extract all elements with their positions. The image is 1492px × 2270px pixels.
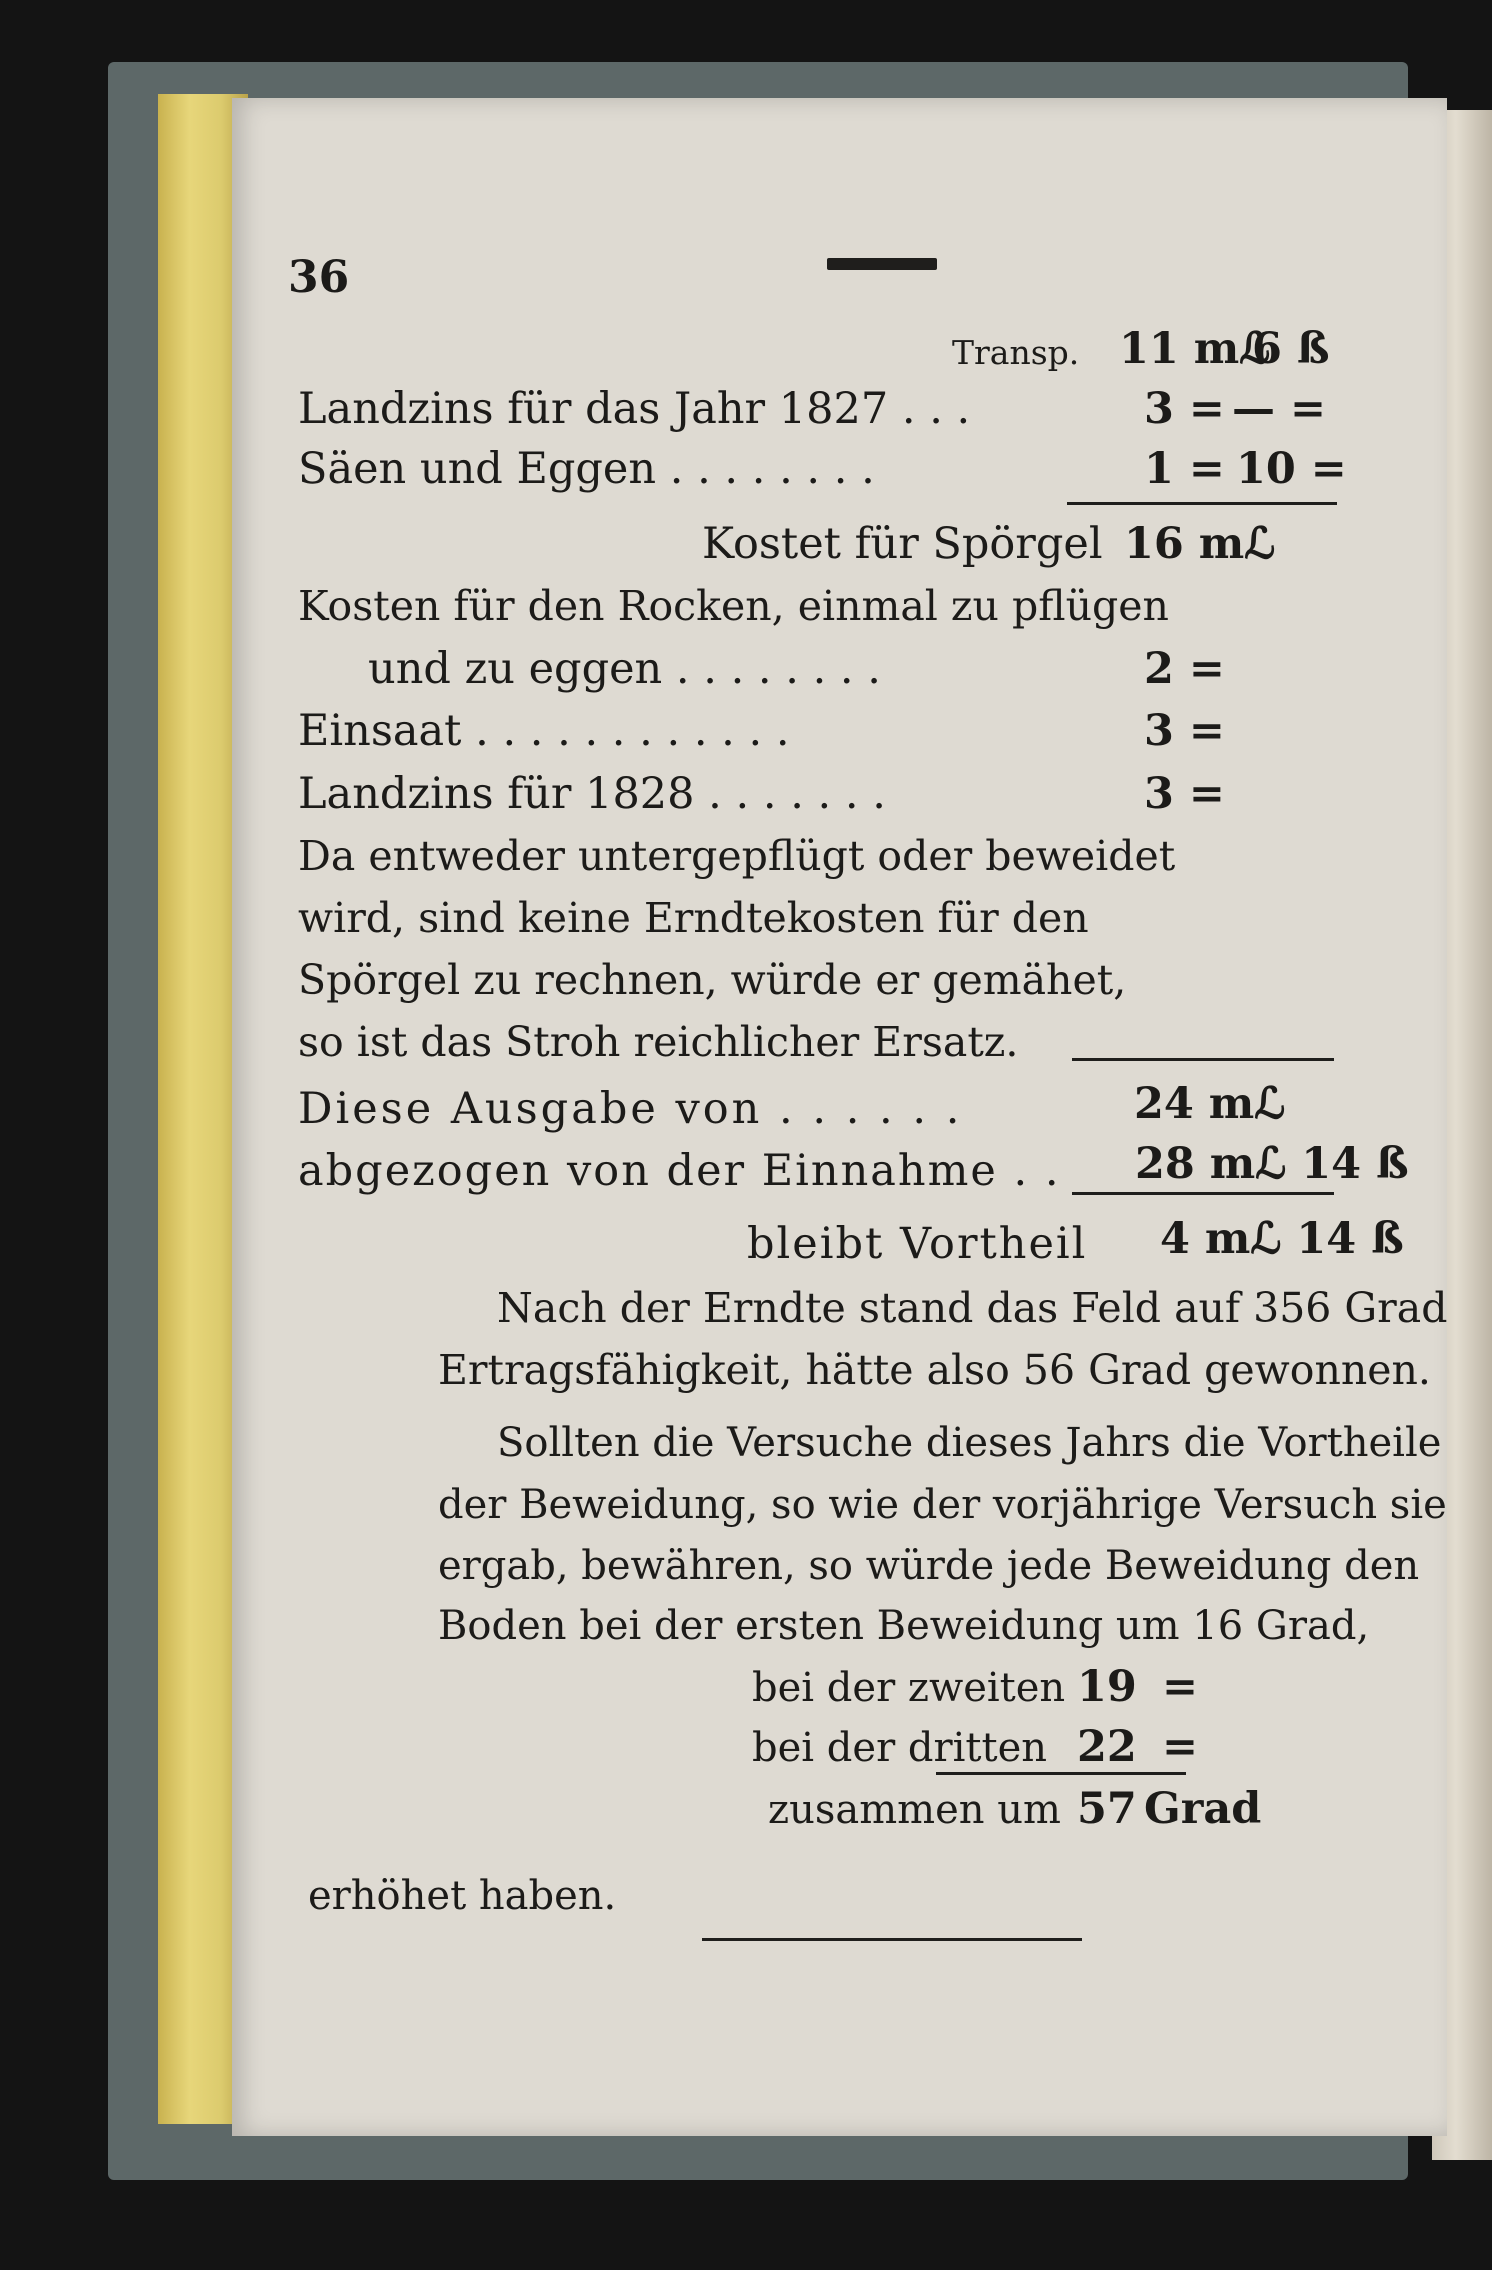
line-saeen-label: Säen und Eggen . . . . . . . .	[298, 444, 875, 494]
line-abgezogen-label: abgezogen von der Einnahme . .	[298, 1146, 1061, 1196]
grade-row-1-unit: =	[1162, 1662, 1199, 1712]
line-saeen-s: 10 =	[1236, 444, 1347, 494]
note-line-3: Spörgel zu rechnen, würde er gemähet,	[298, 956, 1127, 1004]
grade-row-2-value: 22	[1077, 1722, 1137, 1772]
line-rocken-1: Kosten für den Rocken, einmal zu pflügen	[298, 582, 1169, 630]
grade-row-3-label: zusammen um	[768, 1787, 1061, 1833]
line-vortheil-value: 4 mℒ 14 ß	[1160, 1214, 1404, 1264]
note-line-1: Da entweder untergepflügt oder beweidet	[298, 832, 1176, 880]
line-landzins-1827-s: — =	[1232, 384, 1326, 434]
grade-row-1-label: bei der zweiten	[752, 1665, 1066, 1711]
line-abgezogen-value: 28 mℒ 14 ß	[1135, 1139, 1409, 1189]
line-landzins-1827-mk: 3 =	[1144, 384, 1225, 434]
transport-s: 6 ß	[1252, 324, 1330, 374]
page-number: 36	[288, 252, 350, 303]
closing-text: erhöhet haben.	[308, 1873, 617, 1919]
grade-row-3-unit: Grad	[1144, 1784, 1262, 1834]
line-einsaat-mk: 3 =	[1144, 706, 1225, 756]
paragraph-2-line-2: der Beweidung, so wie der vorjährige Versuch sie	[438, 1482, 1447, 1528]
grade-row-2-unit: =	[1162, 1722, 1199, 1772]
line-ausgabe-value: 24 mℒ	[1134, 1079, 1286, 1129]
grade-sum-rule	[936, 1772, 1186, 1775]
paragraph-2-line-3: ergab, bewähren, so würde jede Beweidung den	[438, 1543, 1420, 1589]
line-landzins-1827-label: Landzins für das Jahr 1827 . . .	[298, 384, 971, 434]
paragraph-2-line-1: Sollten die Versuche dieses Jahrs die Vortheile	[497, 1420, 1442, 1466]
grade-row-2-label: bei der dritten	[752, 1725, 1047, 1771]
line-landzins-1828-mk: 3 =	[1144, 769, 1225, 819]
paragraph-1-line-2: Ertragsfähigkeit, hätte also 56 Grad gewonnen.	[438, 1346, 1431, 1394]
sum-rule-3	[1072, 1192, 1334, 1195]
paragraph-1-line-1: Nach der Erndte stand das Feld auf 356 Grad	[497, 1284, 1448, 1332]
line-rocken-2-label: und zu eggen . . . . . . . .	[368, 644, 881, 694]
grade-row-1-value: 19	[1077, 1662, 1137, 1712]
line-vortheil-label: bleibt Vortheil	[747, 1219, 1088, 1269]
line-kostet-label: Kostet für Spörgel	[702, 519, 1103, 569]
note-line-4: so ist das Stroh reichlicher Ersatz.	[298, 1018, 1019, 1066]
book-page	[232, 98, 1447, 2136]
line-kostet-total: 16 mℒ	[1124, 519, 1276, 569]
line-rocken-2-mk: 2 =	[1144, 644, 1225, 694]
line-saeen-mk: 1 =	[1144, 444, 1225, 494]
paragraph-2-line-4: Boden bei der ersten Beweidung um 16 Grad,	[438, 1603, 1370, 1649]
transport-mk: 11 mℒ	[1119, 324, 1271, 374]
line-ausgabe-label: Diese Ausgabe von . . . . . .	[298, 1084, 963, 1134]
end-rule	[702, 1938, 1082, 1941]
line-landzins-1828-label: Landzins für 1828 . . . . . . .	[298, 769, 886, 819]
note-line-2: wird, sind keine Erndtekosten für den	[298, 894, 1089, 942]
header-ornament	[827, 258, 937, 270]
sum-rule-2	[1072, 1058, 1334, 1061]
grade-row-3-value: 57	[1077, 1784, 1137, 1834]
line-einsaat-label: Einsaat . . . . . . . . . . . .	[298, 706, 790, 756]
transport-label: Transp.	[952, 333, 1080, 372]
sum-rule-1	[1067, 502, 1337, 505]
